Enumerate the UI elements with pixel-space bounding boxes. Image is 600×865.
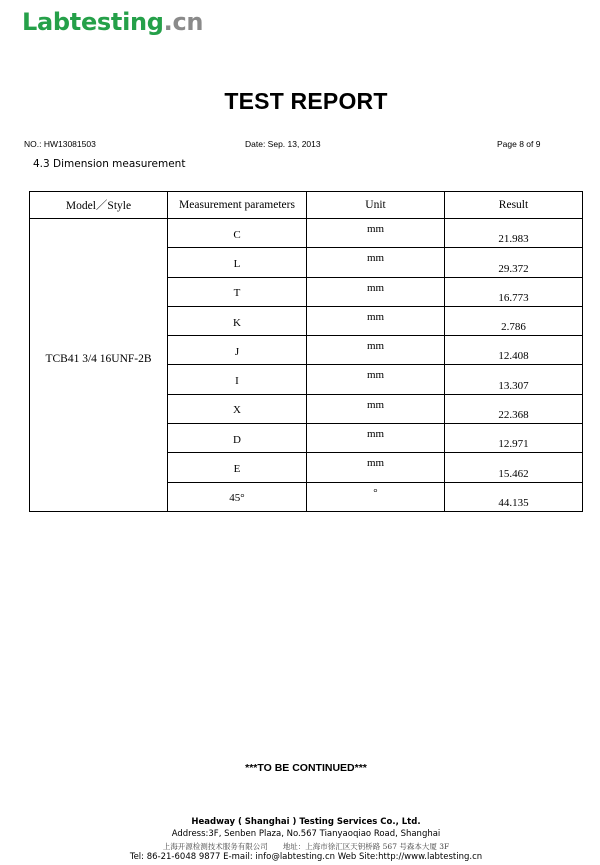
parameter-cell: C [168, 219, 307, 248]
unit-cell: mm [307, 424, 445, 453]
result-cell: 22.368 [445, 394, 583, 423]
brand-logo [22, 6, 203, 38]
brand-name: Labtesting [22, 8, 164, 36]
parameter-cell: 45° [168, 482, 307, 511]
parameter-cell: T [168, 277, 307, 306]
section-title: 4.3 Dimension measurement [33, 158, 186, 170]
unit-cell: mm [307, 453, 445, 482]
unit-cell: mm [307, 306, 445, 335]
result-cell: 16.773 [445, 277, 583, 306]
parameter-cell: E [168, 453, 307, 482]
result-cell: 15.462 [445, 453, 583, 482]
unit-cell: mm [307, 248, 445, 277]
footer-address: Address:3F, Senben Plaza, No.567 Tianyaoqiao Road, Shanghai [171, 829, 441, 839]
dimension-table [29, 191, 583, 512]
result-cell: 12.408 [445, 336, 583, 365]
unit-cell: mm [307, 219, 445, 248]
report-title: TEST REPORT [224, 88, 388, 114]
unit-cell: mm [307, 277, 445, 306]
brand-tld: .cn [163, 8, 204, 36]
parameter-cell: K [168, 306, 307, 335]
column-header-result: Result [445, 192, 583, 219]
result-cell: 29.372 [445, 248, 583, 277]
parameter-cell: X [168, 394, 307, 423]
result-cell: 13.307 [445, 365, 583, 394]
table-header-row [30, 192, 583, 219]
column-header-unit: Unit [307, 192, 445, 219]
unit-cell: mm [307, 365, 445, 394]
report-date: Date: Sep. 13, 2013 [245, 139, 321, 149]
result-cell: 2.786 [445, 306, 583, 335]
parameter-cell: L [168, 248, 307, 277]
result-cell: 12.971 [445, 424, 583, 453]
footer-contact: Tel: 86-21-6048 9877 E-mail: info@labtesting.cn Web Site:http://www.labtesting.cn [129, 852, 483, 862]
unit-cell: mm [307, 336, 445, 365]
footer-company: Headway ( Shanghai ) Testing Services Co., Ltd. [191, 817, 421, 827]
continued-notice: ***TO BE CONTINUED*** [245, 762, 367, 774]
report-number: NO.: HW13081503 [24, 139, 96, 149]
parameter-cell: J [168, 336, 307, 365]
unit-cell: ° [307, 482, 445, 511]
column-header-parameter: Measurement parameters [168, 192, 307, 219]
page-number: Page 8 of 9 [497, 139, 541, 149]
parameter-cell: D [168, 424, 307, 453]
parameter-cell: I [168, 365, 307, 394]
footer-address-cn: 上海开源检测技术服务有限公司 地址：上海市徐汇区天钥桥路 567 号森本大厦 3F [162, 842, 450, 851]
table-row [30, 219, 583, 248]
result-cell: 21.983 [445, 219, 583, 248]
result-cell: 44.135 [445, 482, 583, 511]
unit-cell: mm [307, 394, 445, 423]
model-cell: TCB41 3/4 16UNF-2B [30, 219, 168, 512]
column-header-model: Model／Style [30, 192, 168, 219]
